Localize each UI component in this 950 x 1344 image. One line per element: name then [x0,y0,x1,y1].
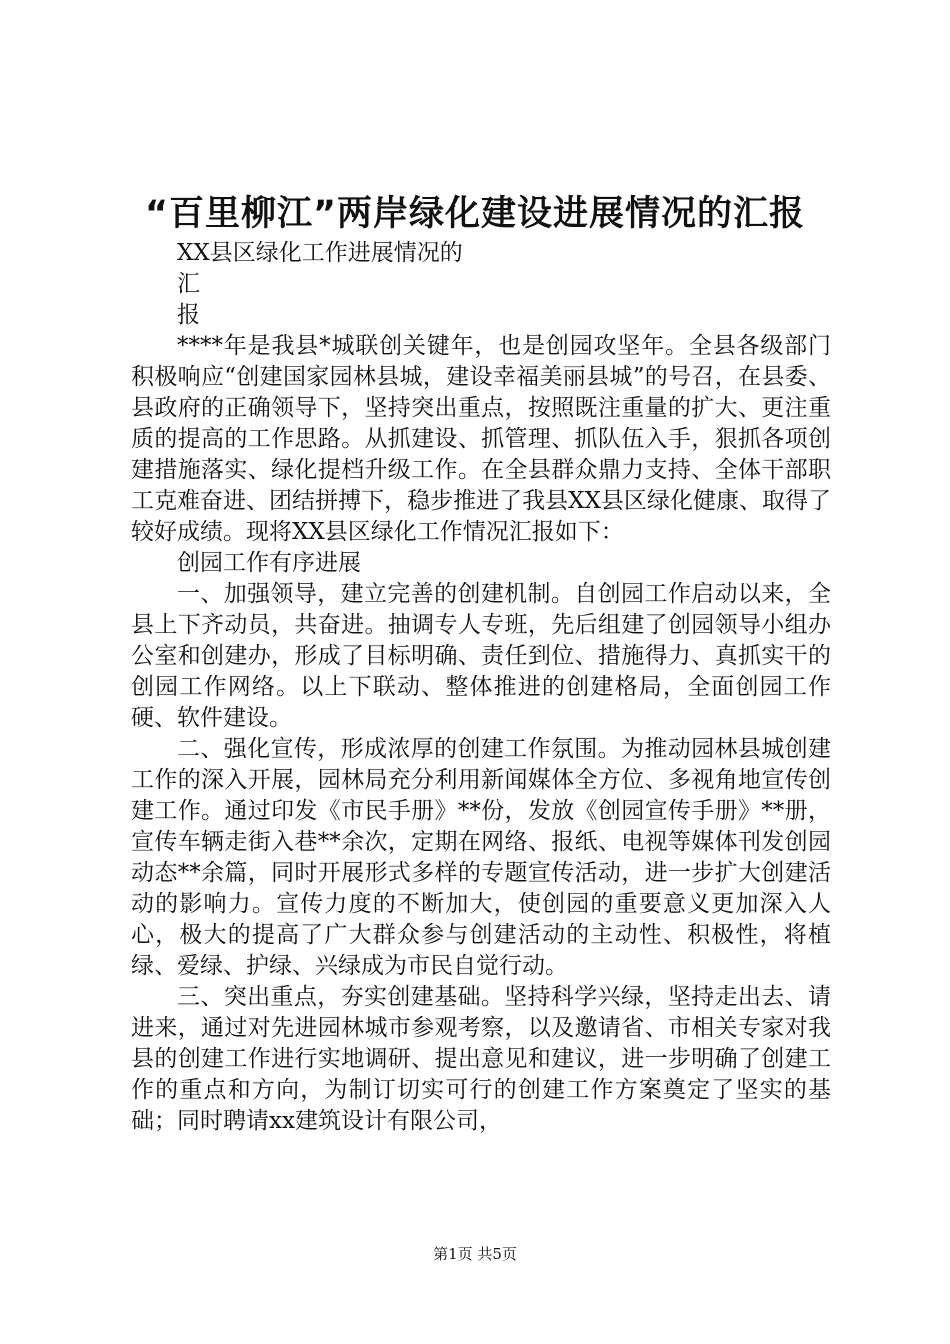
heading-line-2: 汇 [177,271,200,297]
heading-line-3: 报 [177,302,200,328]
document-body [131,238,831,1137]
intro-paragraph: ****年是我县*城联创关键年，也是创园攻坚年。全县各级部门积极响应“创建国家园林县城，建设幸福美丽县城”的号召，在县委、县政府的正确领导下，坚持突出重点，按照既注重量的扩大、更注重质的提高的工作思路。从抓建设、抓管理、抓队伍入手，狠抓各项创建措施落实、绿化提档升级工作。在全县群众鼎力支持、全体干部职工克难奋进、团结拼搏下，稳步推进了我县XX县区绿化健康、取得了较好成绩。现将XX县区绿化工作情况汇报如下： [131,333,831,545]
paragraph-3: 三、突出重点，夯实创建基础。坚持科学兴绿，坚持走出去、请进来，通过对先进园林城市参观考察，以及邀请省、市相关专家对我县的创建工作进行实地调研、提出意见和建议，进一步明确了创建工作的重点和方向，为制订切实可行的创建工作方案奠定了坚实的基础；同时聘请xx建筑设计有限公司， [131,984,831,1134]
paragraph-2: 二、强化宣传，形成浓厚的创建工作氛围。为推动园林县城创建工作的深入开展，园林局充分利用新闻媒体全方位、多视角地宣传创建工作。通过印发《市民手册》**份，发放《创园宣传手册》**册，宣传车辆走街入巷**余次，定期在网络、报纸、电视等媒体刊发创园动态**余篇，同时开展形式多样的专题宣传活动，进一步扩大创建活动的影响力。宣传力度的不断加大，使创园的重要意义更加深入人心，极大的提高了广大群众参与创建活动的主动性、积极性，将植绿、爱绿、护绿、兴绿成为市民自觉行动。 [131,736,831,979]
page-footer: 第1页 共5页 [433,1245,517,1263]
section-heading: 创园工作有序进展 [177,550,361,576]
paragraph-1: 一、加强领导，建立完善的创建机制。自创园工作启动以来，全县上下齐动员，共奋进。抽调专人专班，先后组建了创园领导小组办公室和创建办，形成了目标明确、责任到位、措施得力、真抓实干的创园工作网络。以上下联动、整体推进的创建格局，全面创园工作硬、软件建设。 [131,581,831,731]
document-title: “百里柳江”两岸绿化建设进展情况的汇报 [144,194,805,234]
heading-line-1: XX县区绿化工作进展情况的 [177,240,463,266]
